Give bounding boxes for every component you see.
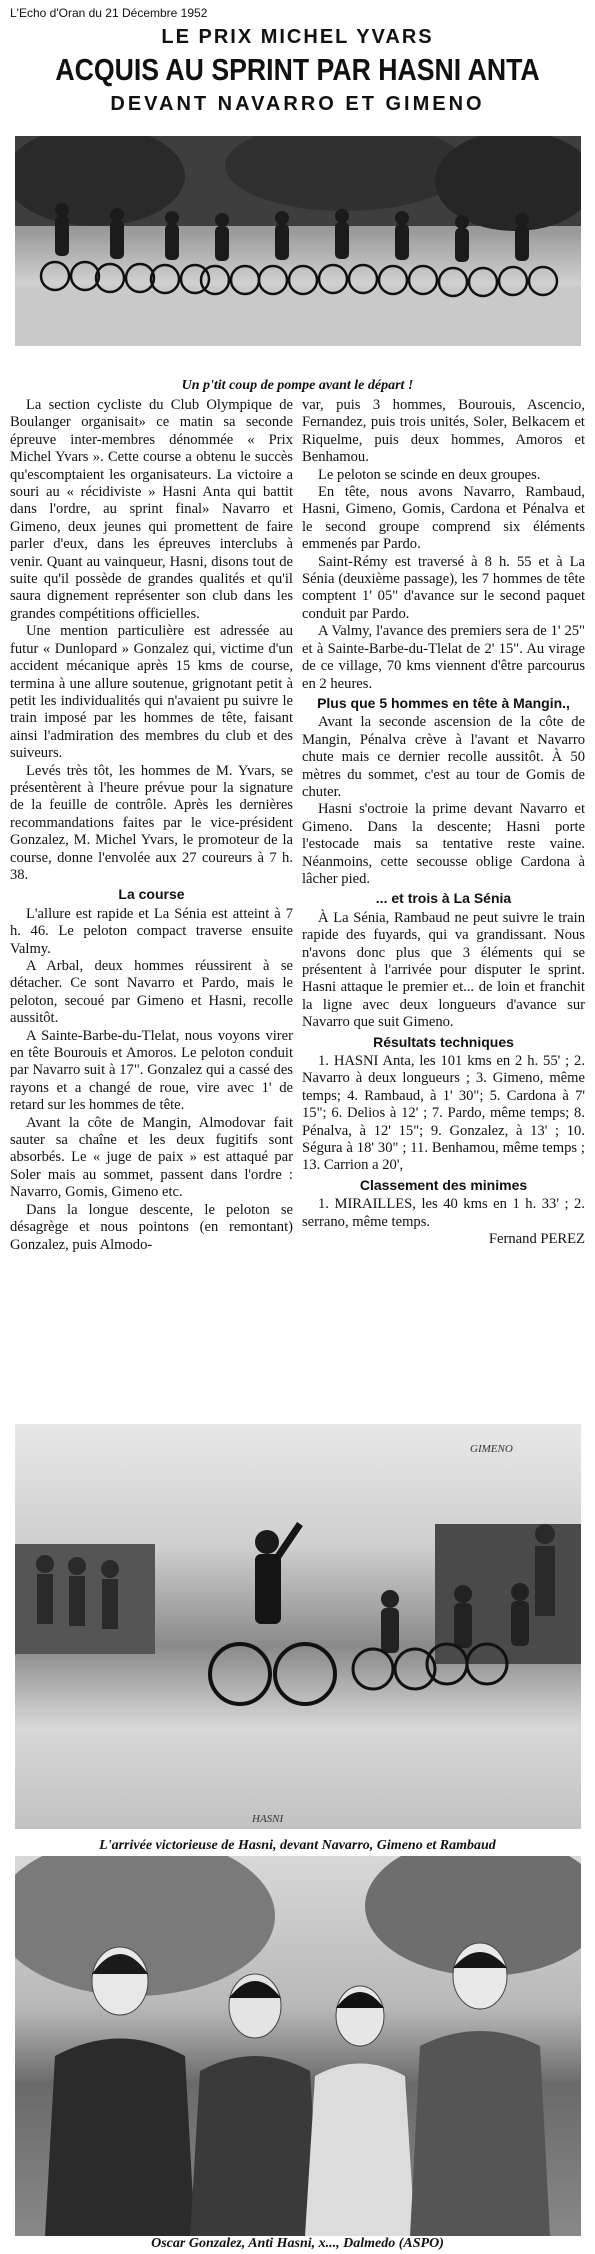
article-paragraph: Dans la longue descente, le peloton se désagrège et nous pointons (en remontant) Gonzalez, puis Almodo- — [10, 1201, 293, 1253]
article-column-right — [302, 397, 585, 1249]
article-paragraph: Levés très tôt, les hommes de M. Yvars, se présentèrent à l'heure prévue pour la signature de la feuille de contrôle. Après les dernières recommandations faites par le vice-président Gonzalez, M. Michel Yvars, le promoteur de la course, donne l'envolée aux 27 coureurs à 7 h. 38. — [10, 762, 293, 883]
photo-group-portrait — [15, 1856, 581, 2236]
section-heading: Plus que 5 hommes en tête à Mangin., — [317, 694, 570, 711]
article-paragraph: Saint-Rémy est traversé à 8 h. 55 et à La Sénia (deuxième passage), les 7 hommes de tête comptent 1' 05" d'avance sur le second paquet conduit par Pardo. — [302, 553, 585, 622]
group-portrait-illustration — [15, 1856, 581, 2236]
race-start-illustration — [15, 136, 581, 346]
source-line: L'Echo d'Oran du 21 Décembre 1952 — [10, 6, 208, 20]
subheadline: DEVANT NAVARRO ET GIMENO — [110, 93, 485, 115]
article-paragraph: La section cycliste du Club Olympique de Boulanger organisait» ce matin sa seconde épreuve inter-membres dénommée « Prix Michel Yvars ». Cette course a obtenu le succès qu'escomptaient les organisateurs. La victoire a souri au « récidiviste » Hasni Anta qui battit dans l'ordre, au sprint final» Navarro et Gimeno, deux jeunes qui promettent de faire parler d'eux, dans les épreuves interclubs à venir. Quant au vainqueur, Hasni, disons tout de suite qu'il possède de grandes qualités et qu'il saura dignement représenter son club dans les grandes compétitions officielles. — [10, 397, 293, 622]
article-column-left — [10, 397, 293, 1254]
article-paragraph: En tête, nous avons Navarro, Rambaud, Hasni, Gimeno, Gomis, Cardona et Pénalva et le second groupe comprend six éléments emmenés par Pardo. — [302, 484, 585, 553]
finish-sprint-illustration — [15, 1424, 581, 1829]
article-paragraph: var, puis 3 hommes, Bourouis, Ascencio, Fernandez, puis trois unités, Soler, Belkacem et Riquelme, puis deux hommes, Amoros et Benhamou. — [302, 397, 585, 466]
caption-group-portrait: Oscar Gonzalez, Anti Hasni, x..., Dalmedo (ASPO) — [151, 2236, 444, 2251]
article-paragraph: 1. MIRAILLES, les 40 kms en 1 h. 33' ; 2. serrano, même temps. — [302, 1196, 585, 1230]
kicker-title: LE PRIX MICHEL YVARS — [161, 26, 434, 48]
inscription-gimeno: GIMENO — [470, 1443, 513, 1455]
caption-finish-sprint: L'arrivée victorieuse de Hasni, devant Navarro, Gimeno et Rambaud — [99, 1838, 496, 1853]
section-heading: Résultats techniques — [373, 1033, 514, 1050]
section-heading: Classement des minimes — [359, 1176, 528, 1193]
caption-race-start: Un p'tit coup de pompe avant le départ ! — [181, 378, 414, 393]
article-paragraph: Le peloton se scinde en deux groupes. — [318, 466, 541, 483]
article-paragraph: L'allure est rapide et La Sénia est atteint à 7 h. 46. Le peloton compact traverse ensuite Valmy. — [10, 905, 293, 957]
author-signature: Fernand PEREZ — [488, 1231, 585, 1248]
article-paragraph: Avant la côte de Mangin, Almodovar fait sauter sa chaîne et les deux fugitifs sont absorbés. Le « juge de paix » est attaqué par Soler mais au sommet, passent dans l'ordre : Navarro, Gomis, Gimeno etc. — [10, 1114, 293, 1201]
article-paragraph: A Valmy, l'avance des premiers sera de 1' 25" et à Sainte-Barbe-du-Tlelat de 2' 15". Au virage de ce village, 70 kms viennent d'être parcourus en 2 heures. — [302, 623, 585, 692]
section-heading: La course — [118, 886, 185, 903]
article-paragraph: A Arbal, deux hommes réussirent à se détacher. Ce sont Navarro et Pardo, mais le peloton, secoué par Gimeno et Hasni, recolle aussitôt. — [10, 958, 293, 1027]
article-paragraph: À La Sénia, Rambaud ne peut suivre le train rapide des fuyards, qui va grandissant. Nous n'avons donc plus que 3 éléments qui se présentent à l'arrivée pour disputer le sprint. Hasni attaque le premier et... de loin et franchit la ligne avec deux longueurs d'avance sur Navarro que suit Gimeno. — [302, 909, 585, 1031]
inscription-hasni: HASNI — [252, 1813, 284, 1825]
article-paragraph: Une mention particulière est adressée au futur « Dunlopard » Gonzalez qui, victime d'un accident mécanique après 15 kms de course, termina à une allure soutenue, grignotant petit à petit les individualités qui n'avaient pu suivre le train imposé par les hommes de tête, faisant ainsi l'admiration des membres du club et des suiveurs. — [10, 623, 293, 762]
article-paragraph: Hasni s'octroie la prime devant Navarro et Gimeno. Dans la descente; Hasni porte l'estocade mais sa tentative reste vaine. Néanmoins, cette secousse oblige Cardona à lâcher pied. — [302, 801, 585, 887]
article-paragraph: A Sainte-Barbe-du-Tlelat, nous voyons virer en tête Bourouis et Amoros. Le peloton conduit par Navarro suit à 17". Gonzalez qui a cassé des rayons et a changé de roue, vire avec 1' de retard sur les hommes de tête. — [10, 1027, 293, 1114]
section-heading: ... et trois à La Sénia — [375, 890, 512, 907]
headline: ACQUIS AU SPRINT PAR HASNI ANTA — [55, 52, 540, 87]
article-paragraph: Avant la seconde ascension de la côte de Mangin, Pénalva crève à l'avant et Navarro chute mais ce dernier recolle aussitôt. À 50 mètres du sommet, c'est au tour de Gomis de chuter. — [302, 714, 585, 800]
photo-finish-sprint — [15, 1424, 581, 1829]
article-paragraph: 1. HASNI Anta, les 101 kms en 2 h. 55' ; 2. Navarro à deux longueurs ; 3. Gimeno, même temps; 4. Rambaud, à 1' 30"; 5. Cardona à 7' 15"; 6. Delios à 12' ; 7. Pardo, même temps; 8. Pénalva, à 12' 15"; 9. Gonzalez, à 13' ; 10. Ségura à 18' 30" ; 11. Benhamou, même temps ; 13. Carrion a 20', — [302, 1053, 585, 1174]
photo-race-start — [15, 136, 581, 346]
